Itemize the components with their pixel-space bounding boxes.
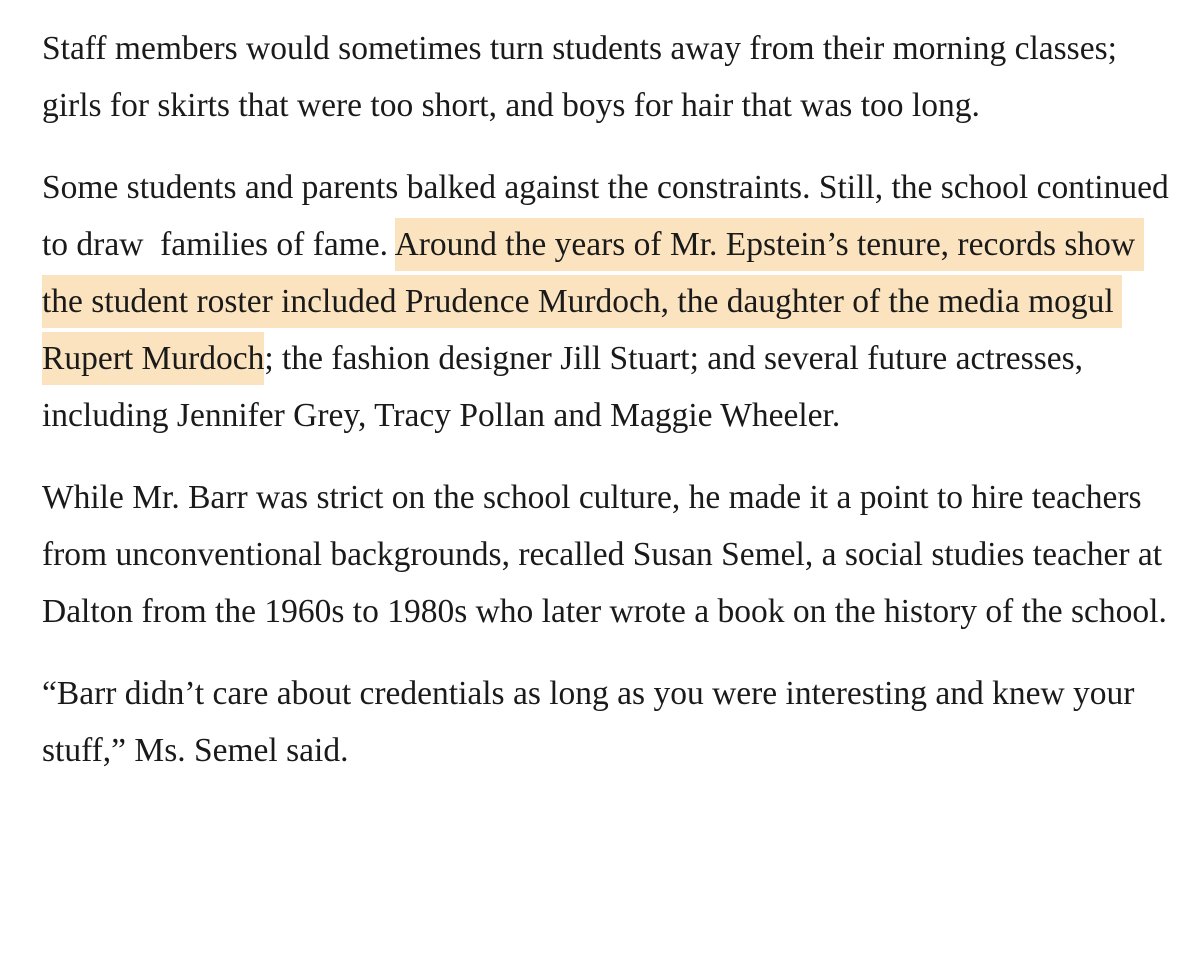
paragraph-text-before-highlight: Some students and parents balked against the constraints. Still, the school continued to draw families of fame. xyxy=(42,169,1178,263)
paragraph-text: While Mr. Barr was strict on the school culture, he made it a point to hire teachers from unconventional backgrounds, recalled Susan Semel, a social studies teacher at Dalton from the 1960s to 1980s who later wrote a book on the history of the school. xyxy=(42,479,1171,630)
paragraph-text-after-highlight: ; the fashion designer Jill Stuart; and several future actresses, including Jennifer Grey, Tracy Pollan and Maggie Wheeler. xyxy=(42,340,1092,434)
paragraph-dress-code xyxy=(42,20,1172,134)
highlighted-passage: Around the years of Mr. Epstein’s tenure, records show the student roster included Prudence Murdoch, the daughter of the media mogul Rupert Murdoch xyxy=(42,218,1144,385)
paragraph-hiring xyxy=(42,469,1172,640)
article-body xyxy=(42,20,1178,779)
paragraph-text: “Barr didn’t care about credentials as long as you were interesting and knew your stuff,” Ms. Semel said. xyxy=(42,675,1143,769)
paragraph-text: Staff members would sometimes turn students away from their morning classes; girls for skirts that were too short, and boys for hair that was too long. xyxy=(42,30,1126,124)
paragraph-quote xyxy=(42,665,1172,779)
paragraph-notable-families xyxy=(42,159,1178,444)
